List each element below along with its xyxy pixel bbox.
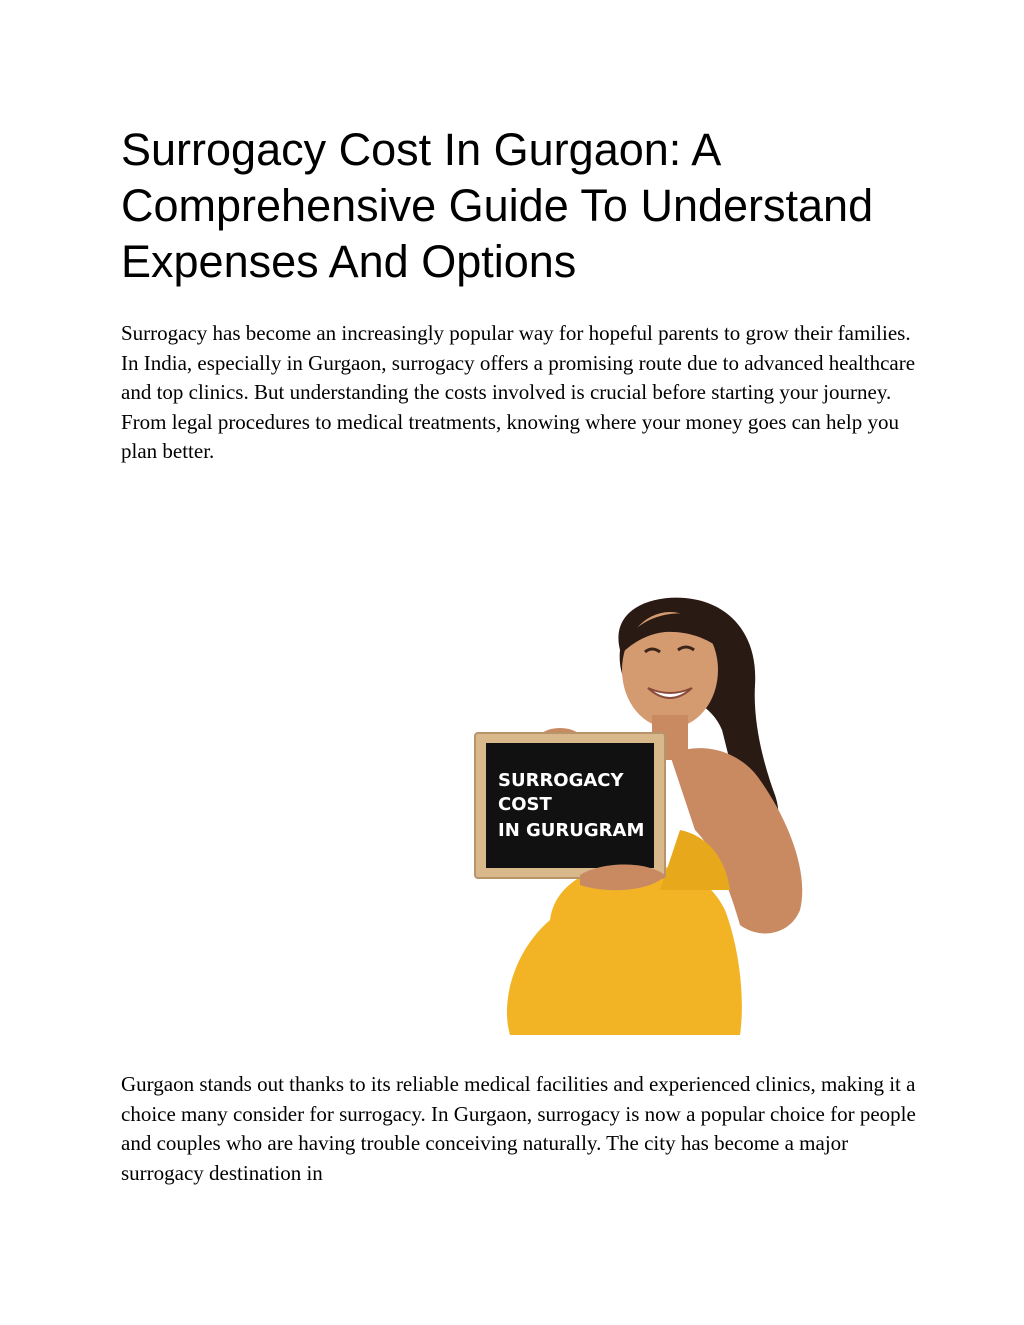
sign-line-2: COST <box>498 794 552 815</box>
page-title: Surrogacy Cost In Gurgaon: A Comprehensive Guide To Understand Expenses And Options <box>121 124 874 287</box>
sign-line-1: SURROGACY <box>498 770 624 791</box>
intro-paragraph: Surrogacy has become an increasingly popular way for hopeful parents to grow their families. In India, especially in Gurgaon, surrogacy offers a promising route due to advanced healthcare and top clinics. But understanding the costs involved is crucial before starting your journey. From legal procedures to medical treatments, knowing where your money goes can help you plan better. <box>121 321 916 464</box>
sign-line-3: IN GURUGRAM <box>498 820 645 841</box>
body-paragraph: Gurgaon stands out thanks to its reliable medical facilities and experienced clinics, making it a choice many consider for surrogacy. In Gurgaon, surrogacy is now a popular choice for people and couples who are having trouble conceiving naturally. The city has become a major surrogacy destination in <box>121 1072 916 1185</box>
pregnant-woman-photo <box>440 590 840 1035</box>
